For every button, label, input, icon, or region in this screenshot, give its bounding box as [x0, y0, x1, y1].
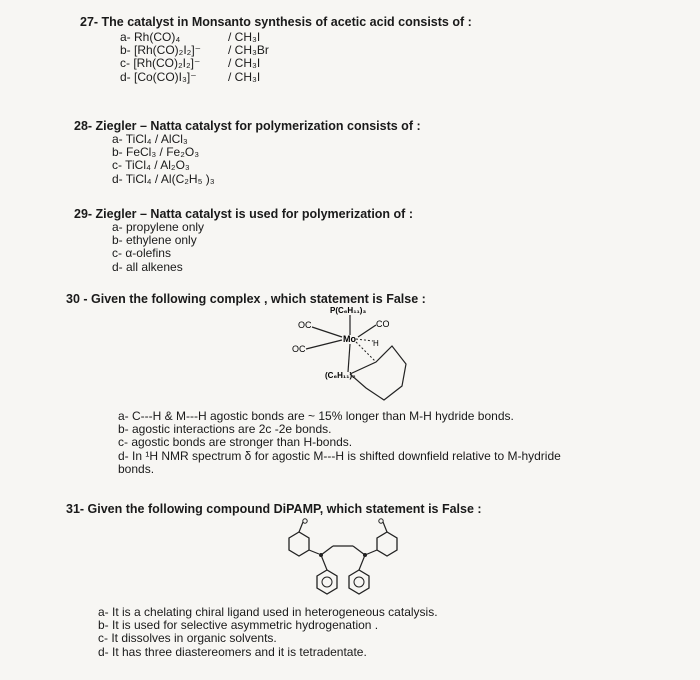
- structure-metal: Mo: [343, 334, 356, 344]
- structure-top-ligand: P(C₆H₁₁)₃: [330, 306, 367, 315]
- ring-phenyl-right-aromatic: [354, 577, 364, 587]
- question-31-stem: 31- Given the following compound DiPAMP, which statement is False :: [66, 502, 482, 516]
- question-28-option-a: a- TiCl₄ / AlCl₃: [112, 132, 188, 146]
- agostic-complex-structure: [280, 302, 430, 407]
- ring-phenyl-right: [349, 570, 369, 594]
- structure-co-right: CO: [376, 319, 390, 329]
- question-30-option-d: d- In ¹H NMR spectrum δ for agostic M---H is shifted downfield relative to M-hydride bonds.: [118, 448, 561, 476]
- question-27-reagent-a: / CH₃I: [228, 30, 261, 44]
- dipamp-structure: [275, 518, 415, 608]
- cyclohexyl-ring: [350, 346, 406, 400]
- question-29-option-b: b- ethylene only: [112, 233, 197, 248]
- bond-methoxy-right: [383, 522, 387, 532]
- question-30-option-c: c- agostic bonds are stronger than H-bonds.: [118, 435, 353, 450]
- ring-phenyl-left-aromatic: [322, 577, 332, 587]
- question-29-option-a: a- propylene only: [112, 220, 205, 234]
- methoxy-o-right: [379, 519, 383, 523]
- structure-co-left-top: OC: [298, 320, 312, 330]
- question-30-options: [118, 410, 588, 476]
- question-31-option-c: c- It dissolves in organic solvents.: [98, 631, 277, 646]
- question-29-option-d: d- all alkenes: [112, 259, 183, 274]
- question-28-options: [112, 133, 215, 186]
- bond-methoxy-left: [299, 522, 303, 532]
- bond-mo-p-bottom: [348, 344, 350, 372]
- question-27-option-c: c- [Rh(CO)₂I₂]⁻: [120, 56, 201, 71]
- bond-ring-p-left: [309, 550, 319, 554]
- structure-co-left-bottom: OC: [292, 344, 306, 354]
- question-30-stem: 30 - Given the following complex , which statement is False :: [66, 292, 426, 306]
- bond-agostic-mo-h: [356, 339, 373, 341]
- question-27-option-a: a- Rh(CO)₄: [120, 30, 181, 44]
- question-31-option-a: a- It is a chelating chiral ligand used in heterogeneous catalysis.: [98, 605, 438, 619]
- bond-bridge-3: [353, 546, 365, 555]
- question-31-options: [98, 606, 438, 659]
- question-27-option-d: d- [Co(CO)I₃]⁻: [120, 69, 197, 84]
- structure-hydrogen: H: [373, 339, 379, 348]
- methoxy-o-left: [303, 519, 307, 523]
- question-27-reagent-b: / CH₃Br: [228, 43, 269, 58]
- bond-ring-p-right: [365, 550, 377, 555]
- question-31-option-d: d- It has three diastereomers and it is tetradentate.: [98, 644, 367, 659]
- question-27-options: [120, 31, 201, 84]
- question-28-stem: 28- Ziegler – Natta catalyst for polymerization consists of :: [74, 119, 421, 133]
- bond-p-phenyl-right: [359, 555, 365, 570]
- question-31-option-b: b- It is used for selective asymmetric hydrogenation .: [98, 618, 379, 633]
- bond-bridge-1: [321, 546, 333, 555]
- bond-mo-co-left-top: [312, 327, 342, 337]
- question-28-option-d: d- TiCl₄ / Al(C₂H₅ )₃: [112, 171, 215, 186]
- ring-phenyl-left: [317, 570, 337, 594]
- question-29-option-c: c- α-olefins: [112, 246, 171, 261]
- question-27-option-b: b- [Rh(CO)₂I₂]⁻: [120, 43, 201, 58]
- question-30-option-a: a- C---H & M---H agostic bonds are ~ 15% longer than M-H hydride bonds.: [118, 409, 514, 423]
- question-29-stem: 29- Ziegler – Natta catalyst is used for polymerization of :: [74, 207, 413, 221]
- bond-p-phenyl-left: [321, 555, 327, 570]
- question-27-reagent-c: / CH₃I: [228, 56, 261, 71]
- question-29-options: [112, 221, 204, 274]
- question-30-option-b: b- agostic interactions are 2c -2e bonds.: [118, 422, 332, 437]
- question-27-reagents: [228, 31, 269, 84]
- bond-mo-co-right: [358, 325, 376, 337]
- question-28-option-b: b- FeCl₃ / Fe₂O₃: [112, 145, 200, 160]
- bond-mo-co-left-bottom: [306, 340, 342, 349]
- ring-anisyl-right: [377, 532, 397, 556]
- question-27-stem: 27- The catalyst in Monsanto synthesis of acetic acid consists of :: [80, 15, 472, 29]
- question-28-option-c: c- TiCl₄ / Al₂O₃: [112, 158, 190, 173]
- question-27-reagent-d: / CH₃I: [228, 69, 261, 84]
- ring-anisyl-left: [289, 532, 309, 556]
- structure-bottom-ligand: (C₆H₁₁)₂: [325, 371, 356, 380]
